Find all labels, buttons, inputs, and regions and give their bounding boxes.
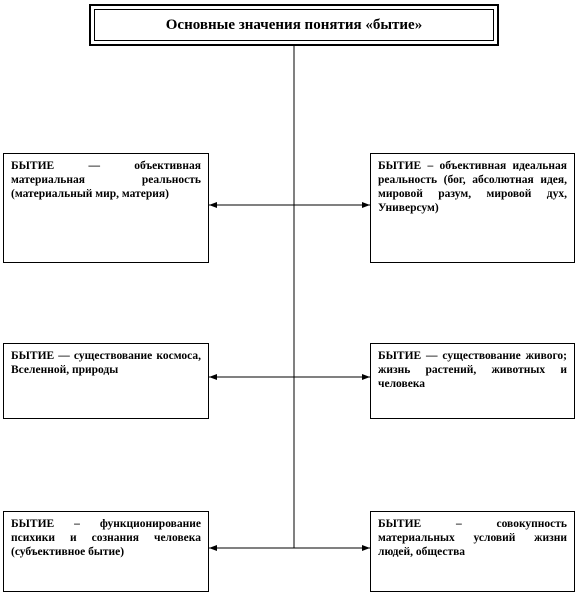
- title-box: [89, 4, 499, 46]
- box-existence-of-cosmos: БЫТИЕ — существование космоса, Вселенной, природы: [3, 343, 209, 419]
- box-material-conditions-of-society: БЫТИЕ – совокупность материальных условий жизни людей, общества: [370, 511, 575, 592]
- diagram-title: Основные значения понятия «бытие»: [94, 9, 494, 41]
- box-subjective-being: БЫТИЕ – функционирование психики и сознания человека (субъективное бытие): [3, 511, 209, 592]
- box-existence-of-living: БЫТИЕ — существование живого; жизнь растений, животных и человека: [370, 343, 575, 419]
- box-objective-material-reality: БЫТИЕ — объективная материальная реальность (материальный мир, материя): [3, 153, 209, 263]
- box-objective-ideal-reality: БЫТИЕ – объективная идеальная реальность (бог, абсолютная идея, мировой разум, мировой дух, Универсум): [370, 153, 575, 263]
